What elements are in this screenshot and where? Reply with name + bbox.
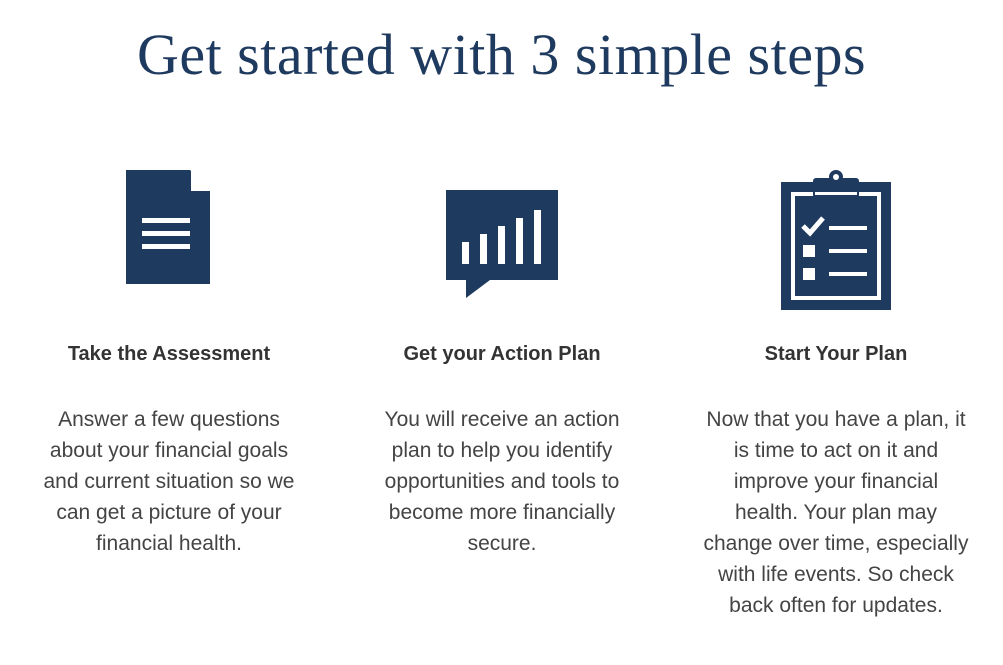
step-icon-container <box>19 170 319 320</box>
step-title: Take the Assessment <box>67 343 271 365</box>
step-title: Get your Action Plan <box>403 343 601 365</box>
step-title: Start Your Plan <box>764 343 908 365</box>
step-description: Answer a few questions about your financial goals and current situation so we can get a picture of your financial health. <box>43 408 295 555</box>
step-icon-container <box>686 170 986 320</box>
step-icon-container <box>352 170 652 320</box>
step-start-plan <box>686 170 986 621</box>
step-action-plan <box>352 170 652 559</box>
document-icon <box>124 170 214 285</box>
page-title: Get started with 3 simple steps <box>136 22 867 87</box>
step-description: You will receive an action plan to help you identify opportunities and tools to become more financially secure. <box>384 408 620 555</box>
step-take-assessment <box>19 170 319 559</box>
clipboard-checklist-icon <box>779 170 893 312</box>
step-description: Now that you have a plan, it is time to act on it and improve your financial health. Your plan may change over time, especially with life events. So check back often for updates. <box>703 408 969 617</box>
chart-speech-bubble-icon <box>444 188 560 300</box>
